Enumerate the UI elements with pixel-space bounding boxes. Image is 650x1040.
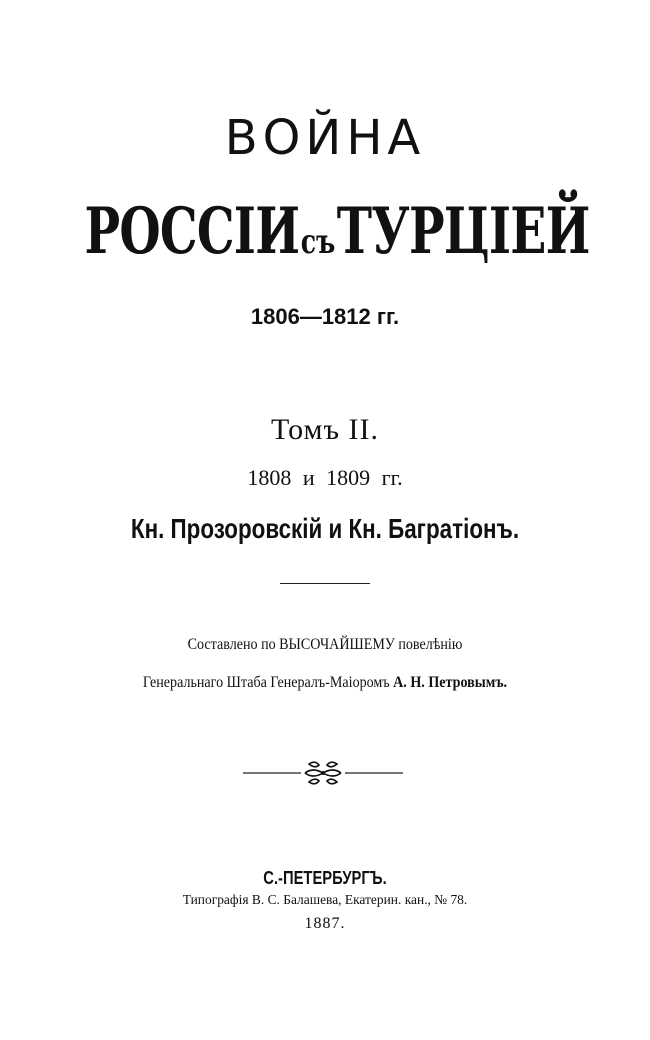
divider-rule bbox=[280, 583, 370, 584]
publication-city: С.-ПЕТЕРБУРГЪ. bbox=[263, 868, 387, 888]
title-turkey: ТУРЦІЕЙ bbox=[336, 194, 590, 269]
title-russia: РОССІИ bbox=[84, 194, 300, 269]
title-with: съ bbox=[300, 222, 336, 262]
title-line-2 bbox=[84, 194, 590, 280]
author-name: А. Н. Петровымъ. bbox=[393, 674, 508, 691]
volume-subtitle: Кн. Прозоровскій и Кн. Багратіонъ. bbox=[130, 513, 520, 544]
volume-years: 1808 и 1809 гг. bbox=[247, 465, 403, 490]
author-rank: Генеральнаго Штаба Генералъ-Маіоромъ bbox=[142, 674, 390, 691]
composed-statement: Составлено по ВЫСОЧАЙШЕМУ повелѣнію bbox=[187, 636, 463, 653]
title-line-1: ВОЙНА bbox=[224, 110, 426, 166]
publication-year: 1887. bbox=[304, 915, 346, 932]
war-years: 1806—1812 гг. bbox=[250, 304, 400, 329]
volume-number: Томъ II. bbox=[271, 413, 379, 446]
fleuron-ornament-icon bbox=[243, 758, 403, 788]
author-statement bbox=[39, 671, 611, 695]
printer-imprint: Типографія В. С. Балашева, Екатерин. кан., № 78. bbox=[182, 893, 468, 908]
